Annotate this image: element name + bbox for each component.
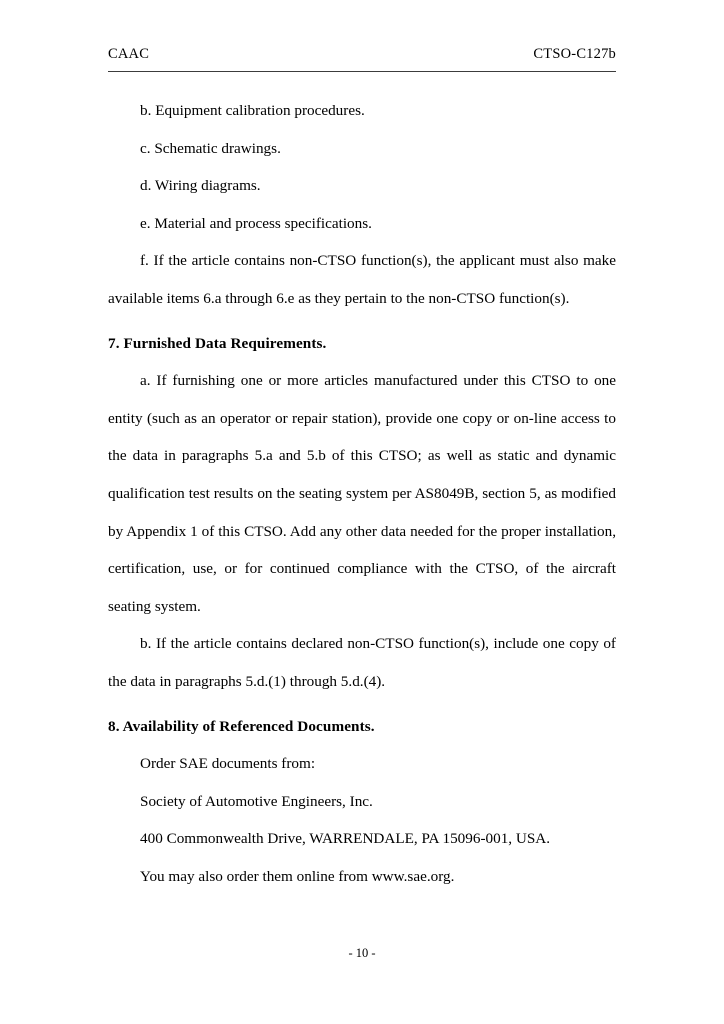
section-7-heading: 7. Furnished Data Requirements.: [108, 334, 327, 352]
organization-line: Society of Automotive Engineers, Inc.: [140, 792, 373, 810]
spacer: [108, 318, 616, 325]
page-footer: [0, 946, 724, 961]
section-7-paragraph-b: b. If the article contains declared non-CTSO function(s), include one copy of the data in paragraphs 5.d.(1) through 5.d.(4).: [108, 635, 616, 690]
address-line: 400 Commonwealth Drive, WARRENDALE, PA 15096-001, USA.: [140, 830, 551, 848]
header-divider: [108, 71, 616, 72]
online-order-line: You may also order them online from www.sae.org.: [140, 867, 455, 885]
page-number: - 10 -: [348, 946, 376, 960]
list-item-d: d. Wiring diagrams.: [140, 177, 261, 195]
header-document-id: CTSO-C127b: [533, 46, 616, 62]
section-8-heading: 8. Availability of Referenced Documents.: [108, 717, 375, 735]
page-header: [108, 46, 616, 63]
list-item-c: c. Schematic drawings.: [140, 139, 281, 157]
section-7-paragraph-a: a. If furnishing one or more articles manufactured under this CTSO to one entity (such as an operator or repair station), provide one copy or on-line access to the data in paragraphs 5.a and 5.b of this CTSO; as well as static and dynamic qualification test results on the seating system per AS8049B, section 5, as modified by Appendix 1 of this CTSO. Add any other data needed for the proper installation, certification, use, or for continued compliance with the CTSO, of the aircraft seating system.: [108, 372, 616, 615]
order-instruction-line: Order SAE documents from:: [140, 755, 316, 773]
list-item-f: f. If the article contains non-CTSO function(s), the applicant must also make available items 6.a through 6.e as they pertain to the non-CTSO function(s).: [108, 252, 616, 307]
list-item-b: b. Equipment calibration procedures.: [140, 102, 365, 119]
document-body: [108, 92, 616, 895]
list-item-e: e. Material and process specifications.: [140, 214, 372, 232]
header-authority: CAAC: [108, 46, 150, 62]
spacer: [108, 701, 616, 708]
